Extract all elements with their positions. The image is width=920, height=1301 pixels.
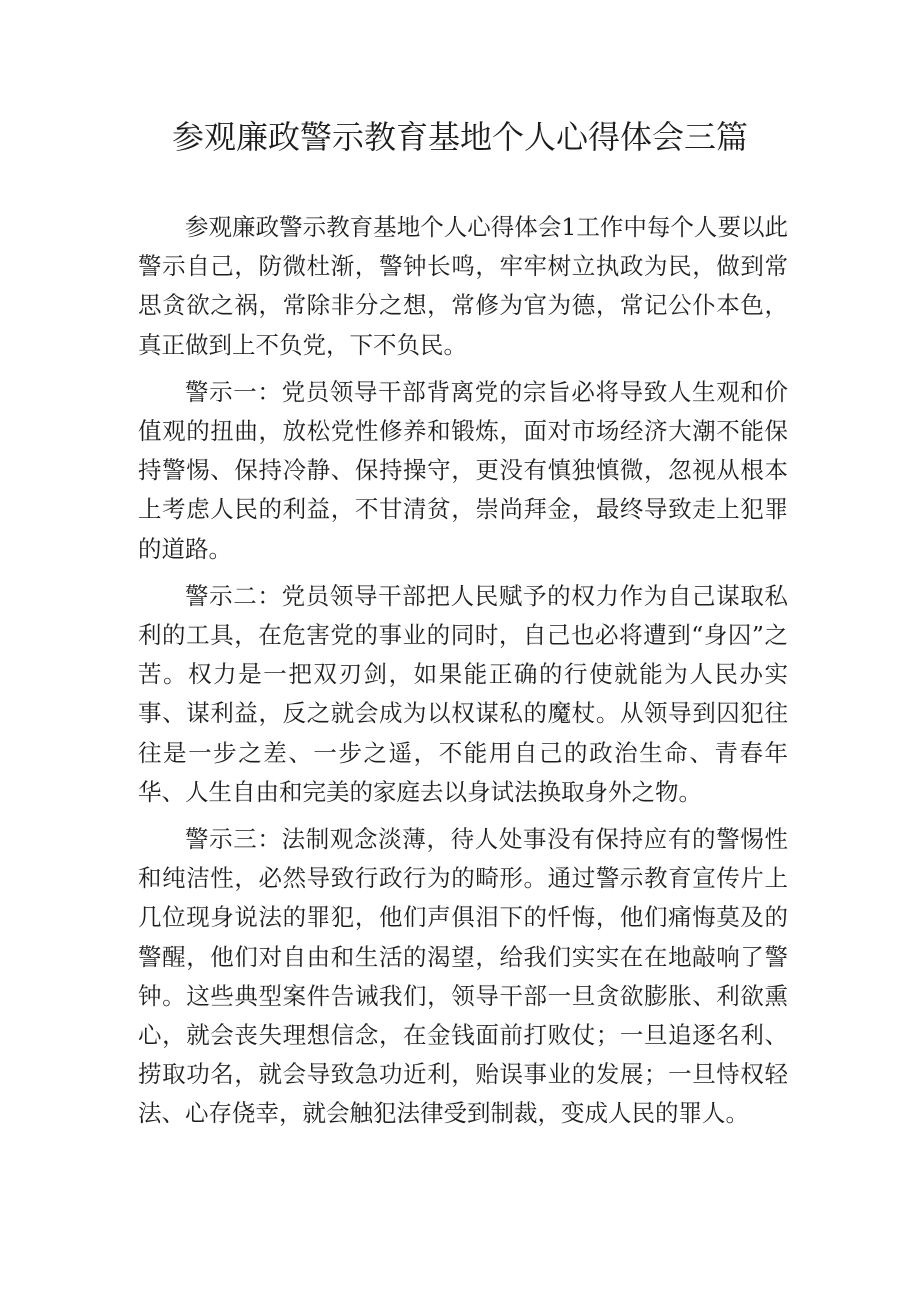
- document-title: 参观廉政警示教育基地个人心得体会三篇: [171, 118, 748, 156]
- paragraph-intro: 参观廉政警示教育基地个人心得体会1工作中每个人要以此警示自己，防微杜渐，警钟长鸣，牢牢树立执政为民，做到常思贪欲之祸，常除非分之想，常修为官为德，常记公仆本色，真正做到上不负党，下不负民。: [138, 213, 788, 359]
- paragraph-warning-three: 警示三：法制观念淡薄，待人处事没有保持应有的警惕性和纯洁性，必然导致行政行为的畸形。通过警示教育宣传片上几位现身说法的罪犯，他们声俱泪下的忏悔，他们痛悔莫及的警醒，他们对自由和生活的渴望，给我们实实在在地敲响了警钟。这些典型案件告诫我们，领导干部一旦贪欲膨胀、利欲熏心，就会丧失理想信念，在金钱面前打败仗；一旦追逐名利、捞取功名，就会导致急功近利，贻误事业的发展；一旦恃权轻法、心存侥幸，就会触犯法律受到制裁，变成人民的罪人。: [138, 825, 788, 1128]
- paragraph-warning-one: 警示一：党员领导干部背离党的宗旨必将导致人生观和价值观的扭曲，放松党性修养和锻炼，面对市场经济大潮不能保持警惕、保持冷静、保持操守，更没有慎独慎微，忽视从根本上考虑人民的利益，不甘清贫，崇尚拜金，最终导致走上犯罪的道路。: [138, 377, 788, 563]
- paragraph-warning-two: 警示二：党员领导干部把人民赋予的权力作为自己谋取私利的工具，在危害党的事业的同时，自己也必将遭到“身囚”之苦。权力是一把双刃剑，如果能正确的行使就能为人民办实事、谋利益，反之就会成为以权谋私的魔杖。从领导到囚犯往往是一步之差、一步之遥，不能用自己的政治生命、青春年华、人生自由和完美的家庭去以身试法换取身外之物。: [138, 581, 788, 806]
- document-body: [138, 208, 788, 1142]
